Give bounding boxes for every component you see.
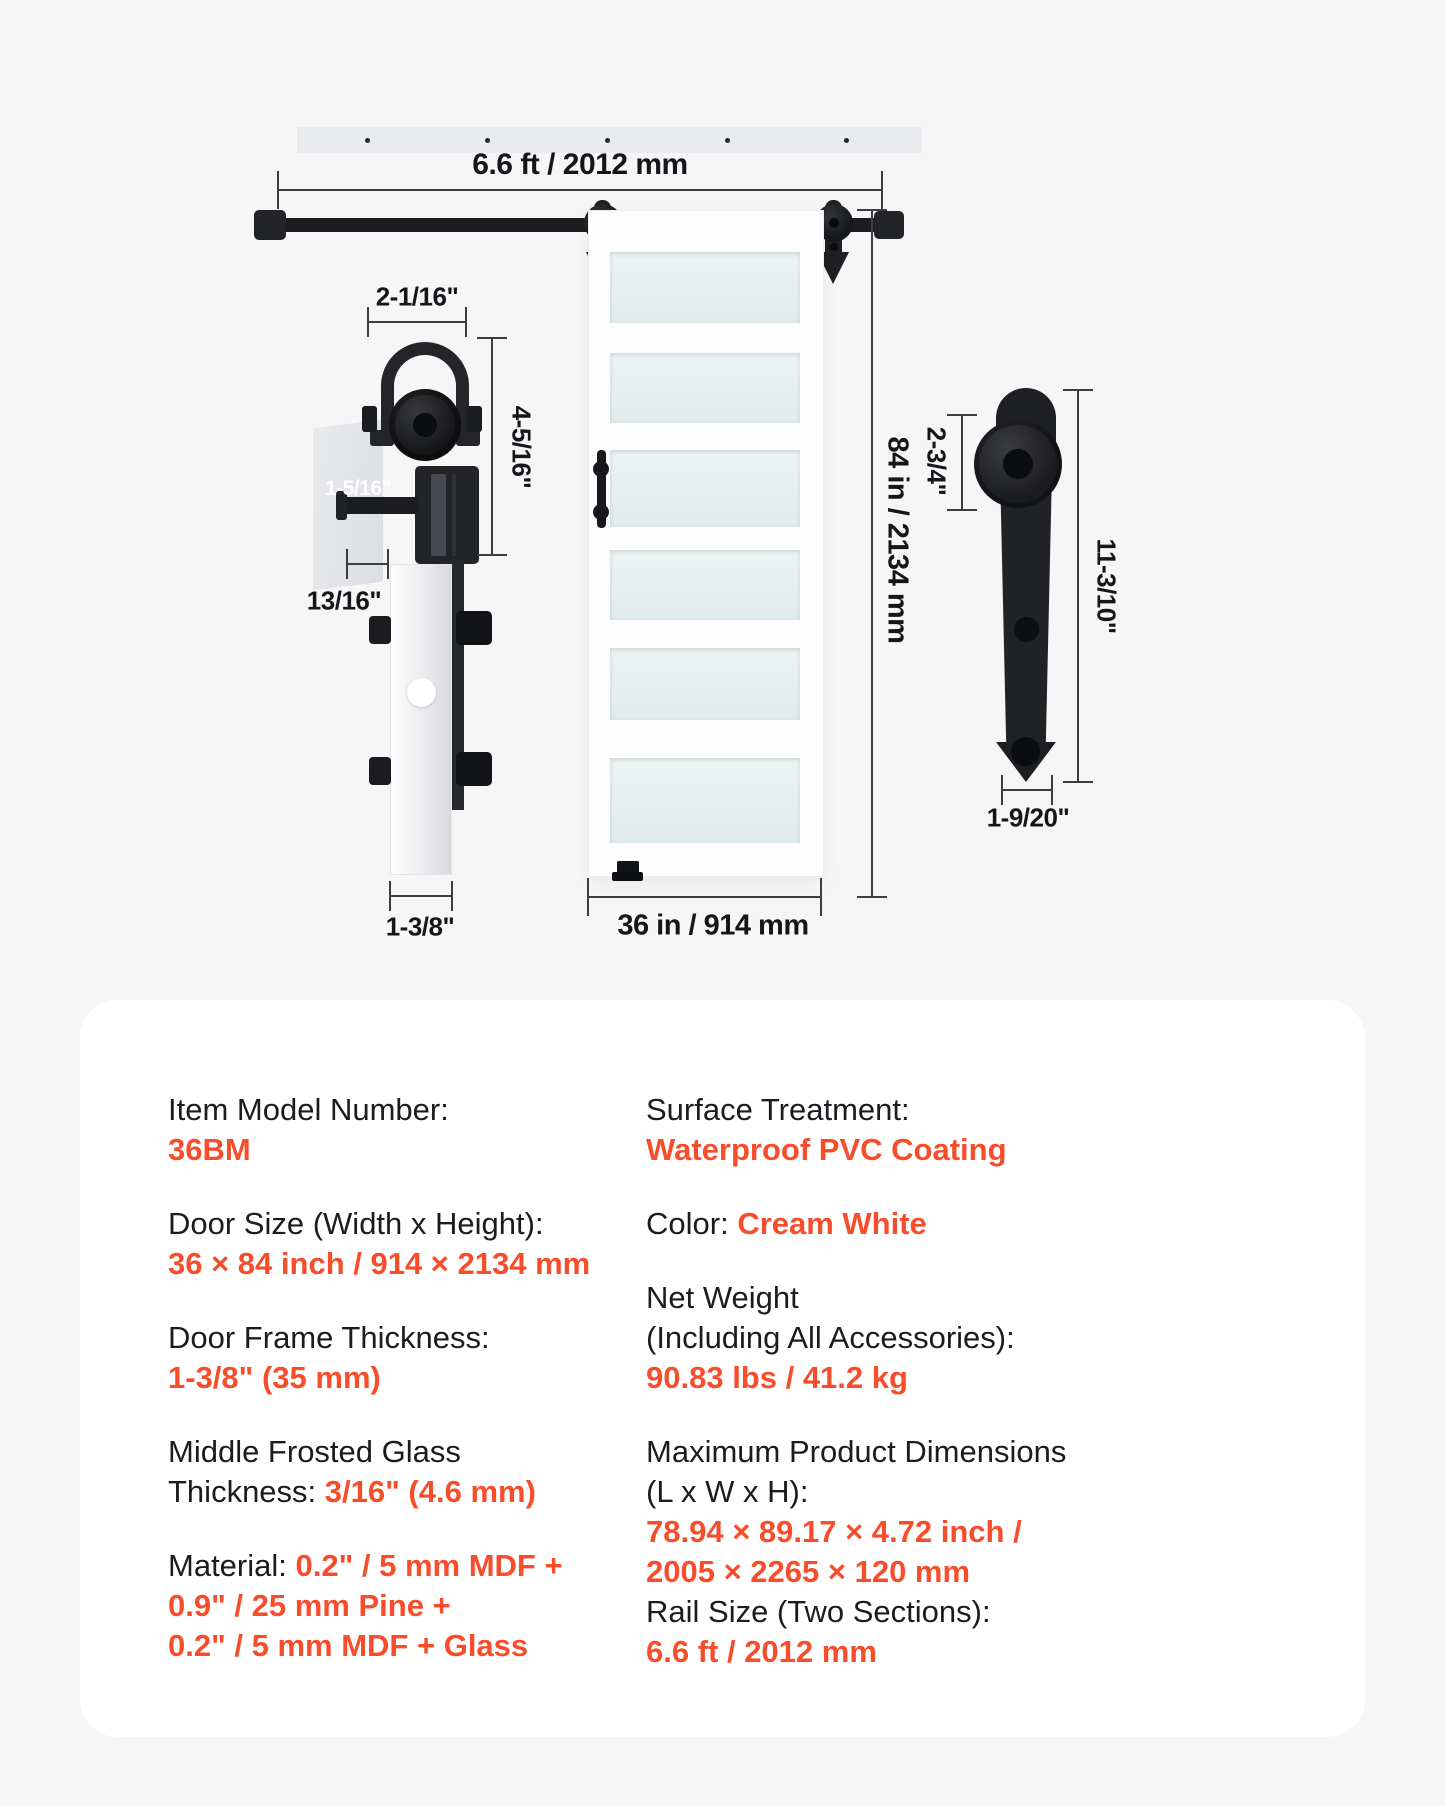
spec-line xyxy=(646,1592,1316,1632)
spec-value: 78.94 × 89.17 × 4.72 inch / xyxy=(646,1514,1022,1549)
clamp-slot xyxy=(431,474,446,556)
screw-hole xyxy=(365,138,370,143)
axle-bolt xyxy=(362,406,377,432)
hanger-wheel-bolt xyxy=(1003,449,1033,479)
spec-line xyxy=(168,1586,638,1626)
spec-line xyxy=(646,1632,1316,1672)
spec-label: Middle Frosted Glass xyxy=(168,1434,461,1469)
spec-line xyxy=(168,1204,638,1244)
spec-value: 90.83 lbs / 41.2 kg xyxy=(646,1360,908,1395)
spec-block xyxy=(646,1432,1316,1592)
hanger-bolt xyxy=(1014,617,1039,642)
spec-column-right xyxy=(646,1090,1316,1706)
spec-value: 0.2" / 5 mm MDF + xyxy=(295,1548,563,1583)
spec-label: Thickness: xyxy=(168,1474,325,1509)
spec-line xyxy=(646,1204,1316,1244)
spec-block xyxy=(646,1090,1316,1170)
spec-line xyxy=(168,1546,638,1586)
spec-line xyxy=(168,1358,638,1398)
spec-label: Rail Size (Two Sections): xyxy=(646,1594,991,1629)
screw-hole xyxy=(485,138,490,143)
dim-hanger-length-label: 11-3/10" xyxy=(1091,538,1122,634)
spec-label: Net Weight xyxy=(646,1280,799,1315)
spec-value: 0.2" / 5 mm MDF + Glass xyxy=(168,1628,529,1663)
dim-bolt-offset-label: 1-5/16" xyxy=(324,477,392,500)
frosted-glass-panel xyxy=(610,758,800,843)
handle-hole xyxy=(407,678,436,707)
spec-label: Material: xyxy=(168,1548,296,1583)
door-clamp xyxy=(415,466,479,564)
spec-value: 3/16" (4.6 mm) xyxy=(324,1474,536,1509)
dim-door-thickness-label: 1-3/8" xyxy=(385,911,455,942)
spec-line xyxy=(646,1358,1316,1398)
hanger-bolt xyxy=(1011,737,1040,766)
through-bolt-nut xyxy=(456,752,492,786)
hanger-bolt xyxy=(830,243,838,251)
hanger-strap-body xyxy=(1000,470,1052,746)
spec-block xyxy=(168,1204,638,1284)
spec-line xyxy=(168,1090,638,1130)
spec-line xyxy=(646,1318,1316,1358)
spec-block xyxy=(168,1318,638,1398)
dim-hanger-tip-width-label: 1-9/20" xyxy=(986,802,1070,833)
spec-line xyxy=(168,1432,638,1472)
floor-guide-base xyxy=(612,872,643,881)
spec-line xyxy=(168,1472,638,1512)
spec-value: 36BM xyxy=(168,1132,251,1167)
spec-label: Door Frame Thickness: xyxy=(168,1320,490,1355)
spec-value: 0.9" / 25 mm Pine + xyxy=(168,1588,451,1623)
spec-block xyxy=(646,1592,1316,1672)
spec-line xyxy=(168,1130,638,1170)
spec-label: Color: xyxy=(646,1206,738,1241)
spec-value: 2005 × 2265 × 120 mm xyxy=(646,1554,971,1589)
frosted-glass-panel xyxy=(610,550,800,620)
screw-hole xyxy=(844,138,849,143)
axle-bolt xyxy=(467,406,482,432)
spec-line xyxy=(646,1512,1316,1552)
spec-line xyxy=(646,1472,1316,1512)
roller-hub xyxy=(413,413,437,437)
spec-line xyxy=(646,1090,1316,1130)
spec-card xyxy=(80,1000,1365,1737)
spec-label: Maximum Product Dimensions xyxy=(646,1434,1067,1469)
through-bolt-nut xyxy=(456,611,492,645)
rail-end-stop-right xyxy=(874,211,904,239)
dim-roller-width-label: 2-1/16" xyxy=(375,281,459,312)
dim-wheel-diameter-label: 2-3/4" xyxy=(921,426,952,496)
dim-roller-height-label: 4-5/16" xyxy=(506,405,537,489)
hanger-wheel-bolt xyxy=(829,218,839,228)
spec-block xyxy=(168,1546,638,1666)
dim-rail-length-label: 6.6 ft / 2012 mm xyxy=(472,148,688,181)
clamp-slot-line xyxy=(452,474,456,556)
spec-column-left xyxy=(168,1090,638,1700)
frosted-glass-panel xyxy=(610,252,800,323)
spec-line xyxy=(646,1432,1316,1472)
spec-line xyxy=(168,1626,638,1666)
spec-value: 6.6 ft / 2012 mm xyxy=(646,1634,877,1669)
spec-line xyxy=(168,1318,638,1358)
spec-value: Cream White xyxy=(737,1206,927,1241)
frosted-glass-panel xyxy=(610,353,800,423)
spec-block xyxy=(168,1090,638,1170)
spec-line xyxy=(168,1244,638,1284)
spec-label: (Including All Accessories): xyxy=(646,1320,1015,1355)
spec-label: (L x W x H): xyxy=(646,1474,809,1509)
spec-value: 1-3/8" (35 mm) xyxy=(168,1360,381,1395)
spec-label: Item Model Number: xyxy=(168,1092,449,1127)
through-bolt-nub xyxy=(369,757,391,785)
spec-value: 36 × 84 inch / 914 × 2134 mm xyxy=(168,1246,591,1281)
spec-line xyxy=(646,1552,1316,1592)
frosted-glass-panel xyxy=(610,648,800,720)
spec-line xyxy=(646,1278,1316,1318)
spec-block xyxy=(646,1278,1316,1398)
dim-door-height-label: 84 in / 2134 mm xyxy=(881,436,914,644)
frosted-glass-panel xyxy=(610,450,800,527)
door-edge-side xyxy=(390,564,452,875)
screw-hole xyxy=(725,138,730,143)
screw-hole xyxy=(605,138,610,143)
dim-door-width-label: 36 in / 914 mm xyxy=(617,909,809,942)
spec-block xyxy=(646,1204,1316,1244)
rail-end-stop-left xyxy=(254,210,286,240)
spec-line xyxy=(646,1130,1316,1170)
spec-label: Door Size (Width x Height): xyxy=(168,1206,544,1241)
spec-value: Waterproof PVC Coating xyxy=(646,1132,1007,1167)
spec-block xyxy=(168,1432,638,1512)
dim-clearance-label: 13/16" xyxy=(306,585,382,616)
spec-label: Surface Treatment: xyxy=(646,1092,910,1127)
through-bolt-nub xyxy=(369,616,391,644)
door-handle xyxy=(597,450,606,528)
